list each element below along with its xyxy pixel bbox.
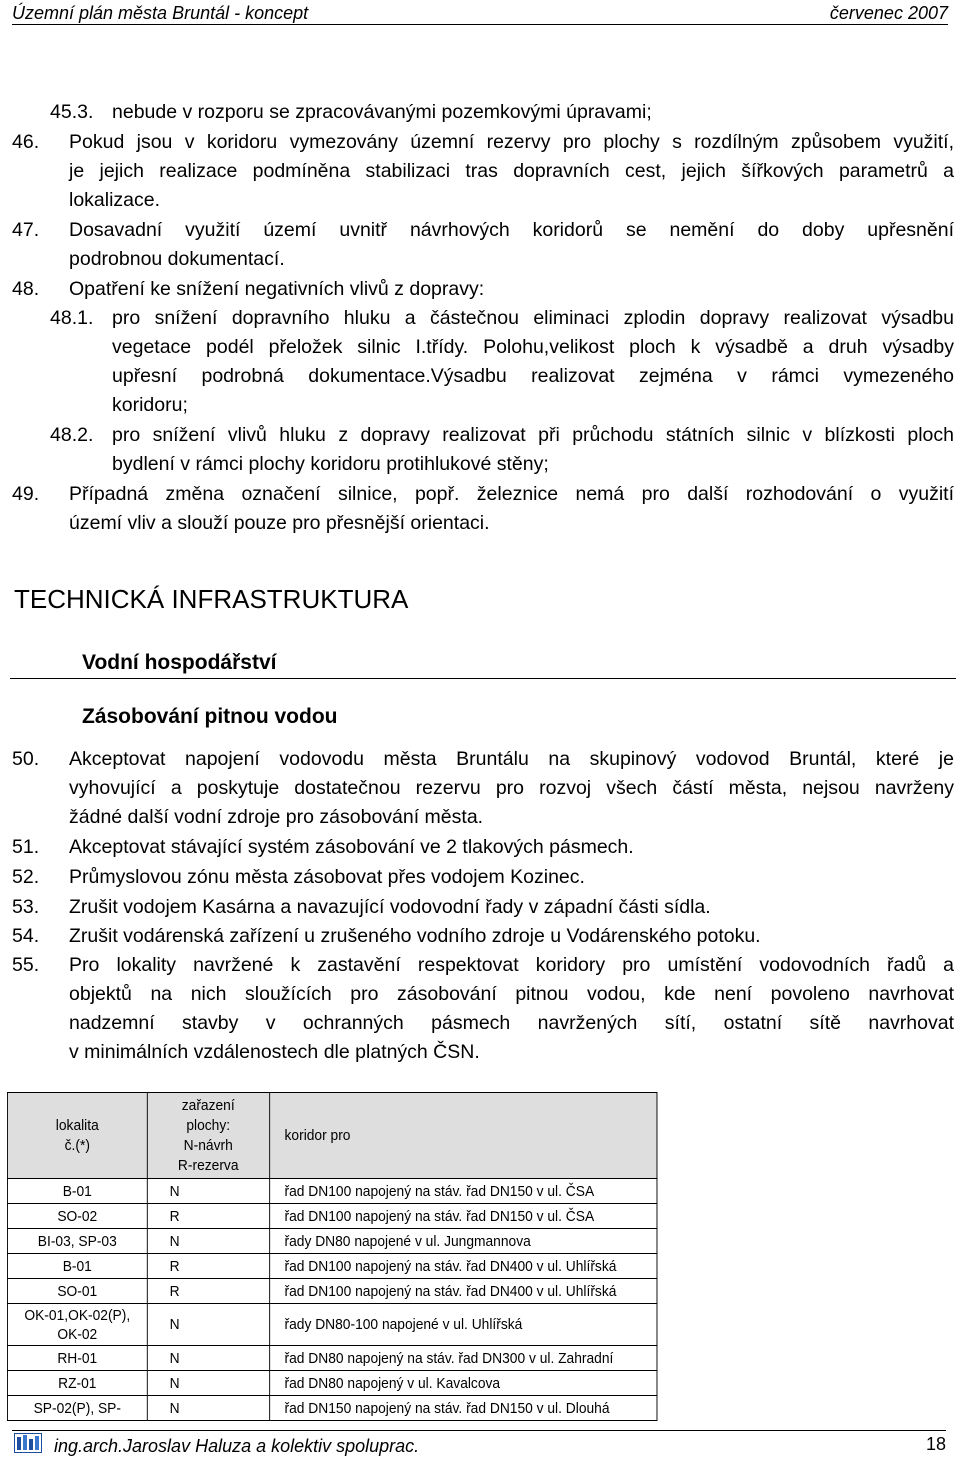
cell-koridor: řad DN80 napojený v ul. Kavalcova — [269, 1371, 657, 1396]
cell-lokalita: B-01 — [7, 1179, 147, 1204]
item-text: Dosavadní využití území uvnitř návrhových koridorů se nemění do doby upřesnění — [69, 219, 954, 241]
item-number: 55. — [12, 954, 40, 976]
item-text: Zrušit vodojem Kasárna a navazující vodovodní řady v západní části sídla. — [69, 896, 711, 918]
item-text: Pokud jsou v koridoru vymezovány územní rezervy pro plochy s rozdílným způsobem využití, — [69, 131, 954, 153]
subsection-title: Vodní hospodářství — [82, 651, 277, 674]
item-text: pro snížení vlivů hluku z dopravy realizovat při průchodu státních silnic v blízkosti ploch — [112, 424, 954, 446]
item-text: je jejich realizace podmíněna stabilizaci tras dopravních cest, jejich šířkových parametrů a — [69, 160, 954, 182]
item-text: Průmyslovou zónu města zásobovat přes vodojem Kozinec. — [69, 866, 585, 888]
cell-koridor: řady DN80-100 napojené v ul. Uhlířská — [269, 1304, 657, 1346]
item-number: 48. — [12, 278, 40, 300]
table-header-row — [7, 1093, 657, 1179]
cell-koridor: řad DN80 napojený na stáv. řad DN300 v ul. Zahradní — [269, 1346, 657, 1371]
cell-koridor: řad DN100 napojený na stáv. řad DN400 v ul. Uhlířská — [269, 1254, 657, 1279]
document-title: Územní plán města Bruntál - koncept — [12, 3, 309, 23]
table-row — [7, 1396, 657, 1421]
table-row — [7, 1304, 657, 1346]
cell-lokalita: RH-01 — [7, 1346, 147, 1371]
table-row — [7, 1371, 657, 1396]
cell-lokalita: RZ-01 — [7, 1371, 147, 1396]
cell-lokalita: SO-02 — [7, 1204, 147, 1229]
table-row — [7, 1204, 657, 1229]
page-footer — [12, 1430, 946, 1456]
item-text: Akceptovat napojení vodovodu města Bruntálu na skupinový vodovod Bruntál, které je — [69, 748, 954, 770]
item-number: 48.1. — [50, 307, 94, 329]
water-corridor-table — [7, 1092, 657, 1421]
cell-zarazeni: N — [147, 1346, 269, 1371]
item-number: 52. — [12, 866, 40, 888]
table-row — [7, 1254, 657, 1279]
item-number: 48.2. — [50, 424, 94, 446]
item-text: podrobnou dokumentací. — [69, 248, 285, 270]
item-number: 47. — [12, 219, 40, 241]
item-text: nadzemní stavby v ochranných pásmech navržených sítí, ostatní sítě navrhovat — [69, 1012, 954, 1034]
item-number: 46. — [12, 131, 40, 153]
item-text: bydlení v rámci plochy koridoru protihlukové stěny; — [112, 453, 549, 475]
cell-koridor: řad DN100 napojený na stáv. řad DN400 v ul. Uhlířská — [269, 1279, 657, 1304]
subsection-title: Zásobování pitnou vodou — [82, 705, 338, 728]
table-row — [7, 1229, 657, 1254]
item-text: Zrušit vodárenská zařízení u zrušeného vodního zdroje u Vodárenského potoku. — [69, 925, 761, 947]
column-header-zarazeni: zařazení plochy: N-návrh R-rezerva — [147, 1093, 269, 1179]
column-header-koridor: koridor pro — [269, 1093, 657, 1179]
item-text: koridoru; — [112, 394, 188, 416]
item-text: pro snížení dopravního hluku a částečnou eliminaci zplodin dopravy realizovat výsadbu — [112, 307, 954, 329]
cell-zarazeni: N — [147, 1371, 269, 1396]
cell-koridor: řad DN100 napojený na stáv. řad DN150 v ul. ČSA — [269, 1204, 657, 1229]
cell-koridor: řad DN100 napojený na stáv. řad DN150 v ul. ČSA — [269, 1179, 657, 1204]
column-header-lokalita: lokalita č.(*) — [7, 1093, 147, 1179]
section-divider — [10, 678, 956, 679]
cell-lokalita: BI-03, SP-03 — [7, 1229, 147, 1254]
cell-lokalita: OK-01,OK-02(P), OK-02 — [7, 1304, 147, 1346]
item-number: 54. — [12, 925, 40, 947]
item-number: 50. — [12, 748, 40, 770]
item-text: objektů na nich sloužících pro zásobování pitnou vodou, kde není povoleno navrhovat — [69, 983, 954, 1005]
item-text: území vliv a slouží pouze pro přesnější orientaci. — [69, 512, 490, 534]
item-number: 49. — [12, 483, 40, 505]
cell-lokalita: SP-02(P), SP- — [7, 1396, 147, 1421]
table-row — [7, 1179, 657, 1204]
cell-zarazeni: N — [147, 1304, 269, 1346]
item-text: vegetace podél přeložek silnic I.třídy. Polohu,velikost ploch k výsadbě a druh výsadby — [112, 336, 954, 358]
cell-lokalita: SO-01 — [7, 1279, 147, 1304]
table-row — [7, 1279, 657, 1304]
item-text: žádné další vodní zdroje pro zásobování města. — [69, 806, 484, 828]
cell-zarazeni: R — [147, 1279, 269, 1304]
cell-zarazeni: N — [147, 1396, 269, 1421]
footer-author: ing.arch.Jaroslav Haluza a kolektiv spoluprac. — [54, 1436, 420, 1456]
item-text: Případná změna označení silnice, popř. železnice nemá pro další rozhodování o využití — [69, 483, 954, 505]
item-text: nebude v rozporu se zpracovávanými pozemkovými úpravami; — [112, 101, 652, 123]
cell-zarazeni: N — [147, 1229, 269, 1254]
item-text: vyhovující a poskytuje dostatečnou rezervu pro rozvoj všech částí města, nejsou navrženy — [69, 777, 954, 799]
page-number: 18 — [925, 1434, 946, 1454]
item-text: lokalizace. — [69, 189, 161, 211]
document-date: červenec 2007 — [829, 3, 948, 23]
item-text: Opatření ke snížení negativních vlivů z dopravy: — [69, 278, 485, 300]
cell-koridor: řad DN150 napojený na stáv. řad DN150 v ul. Dlouhá — [269, 1396, 657, 1421]
company-logo-icon — [14, 1433, 42, 1453]
cell-zarazeni: N — [147, 1179, 269, 1204]
item-text: Pro lokality navržené k zastavění respektovat koridory pro umístění vodovodních řadů a — [69, 954, 954, 976]
item-text: upřesní podrobná dokumentace.Výsadbu realizovat zejména v rámci vymezeného — [112, 365, 954, 387]
cell-zarazeni: R — [147, 1254, 269, 1279]
item-number: 53. — [12, 896, 40, 918]
section-title: TECHNICKÁ INFRASTRUKTURA — [14, 584, 409, 614]
cell-koridor: řady DN80 napojené v ul. Jungmannova — [269, 1229, 657, 1254]
item-number: 51. — [12, 836, 40, 858]
cell-lokalita: B-01 — [7, 1254, 147, 1279]
item-text: v minimálních vzdálenostech dle platných ČSN. — [69, 1041, 480, 1063]
item-text: Akceptovat stávající systém zásobování ve 2 tlakových pásmech. — [69, 836, 634, 858]
cell-zarazeni: R — [147, 1204, 269, 1229]
page-header — [12, 3, 948, 25]
item-number: 45.3. — [50, 101, 94, 123]
table-row — [7, 1346, 657, 1371]
